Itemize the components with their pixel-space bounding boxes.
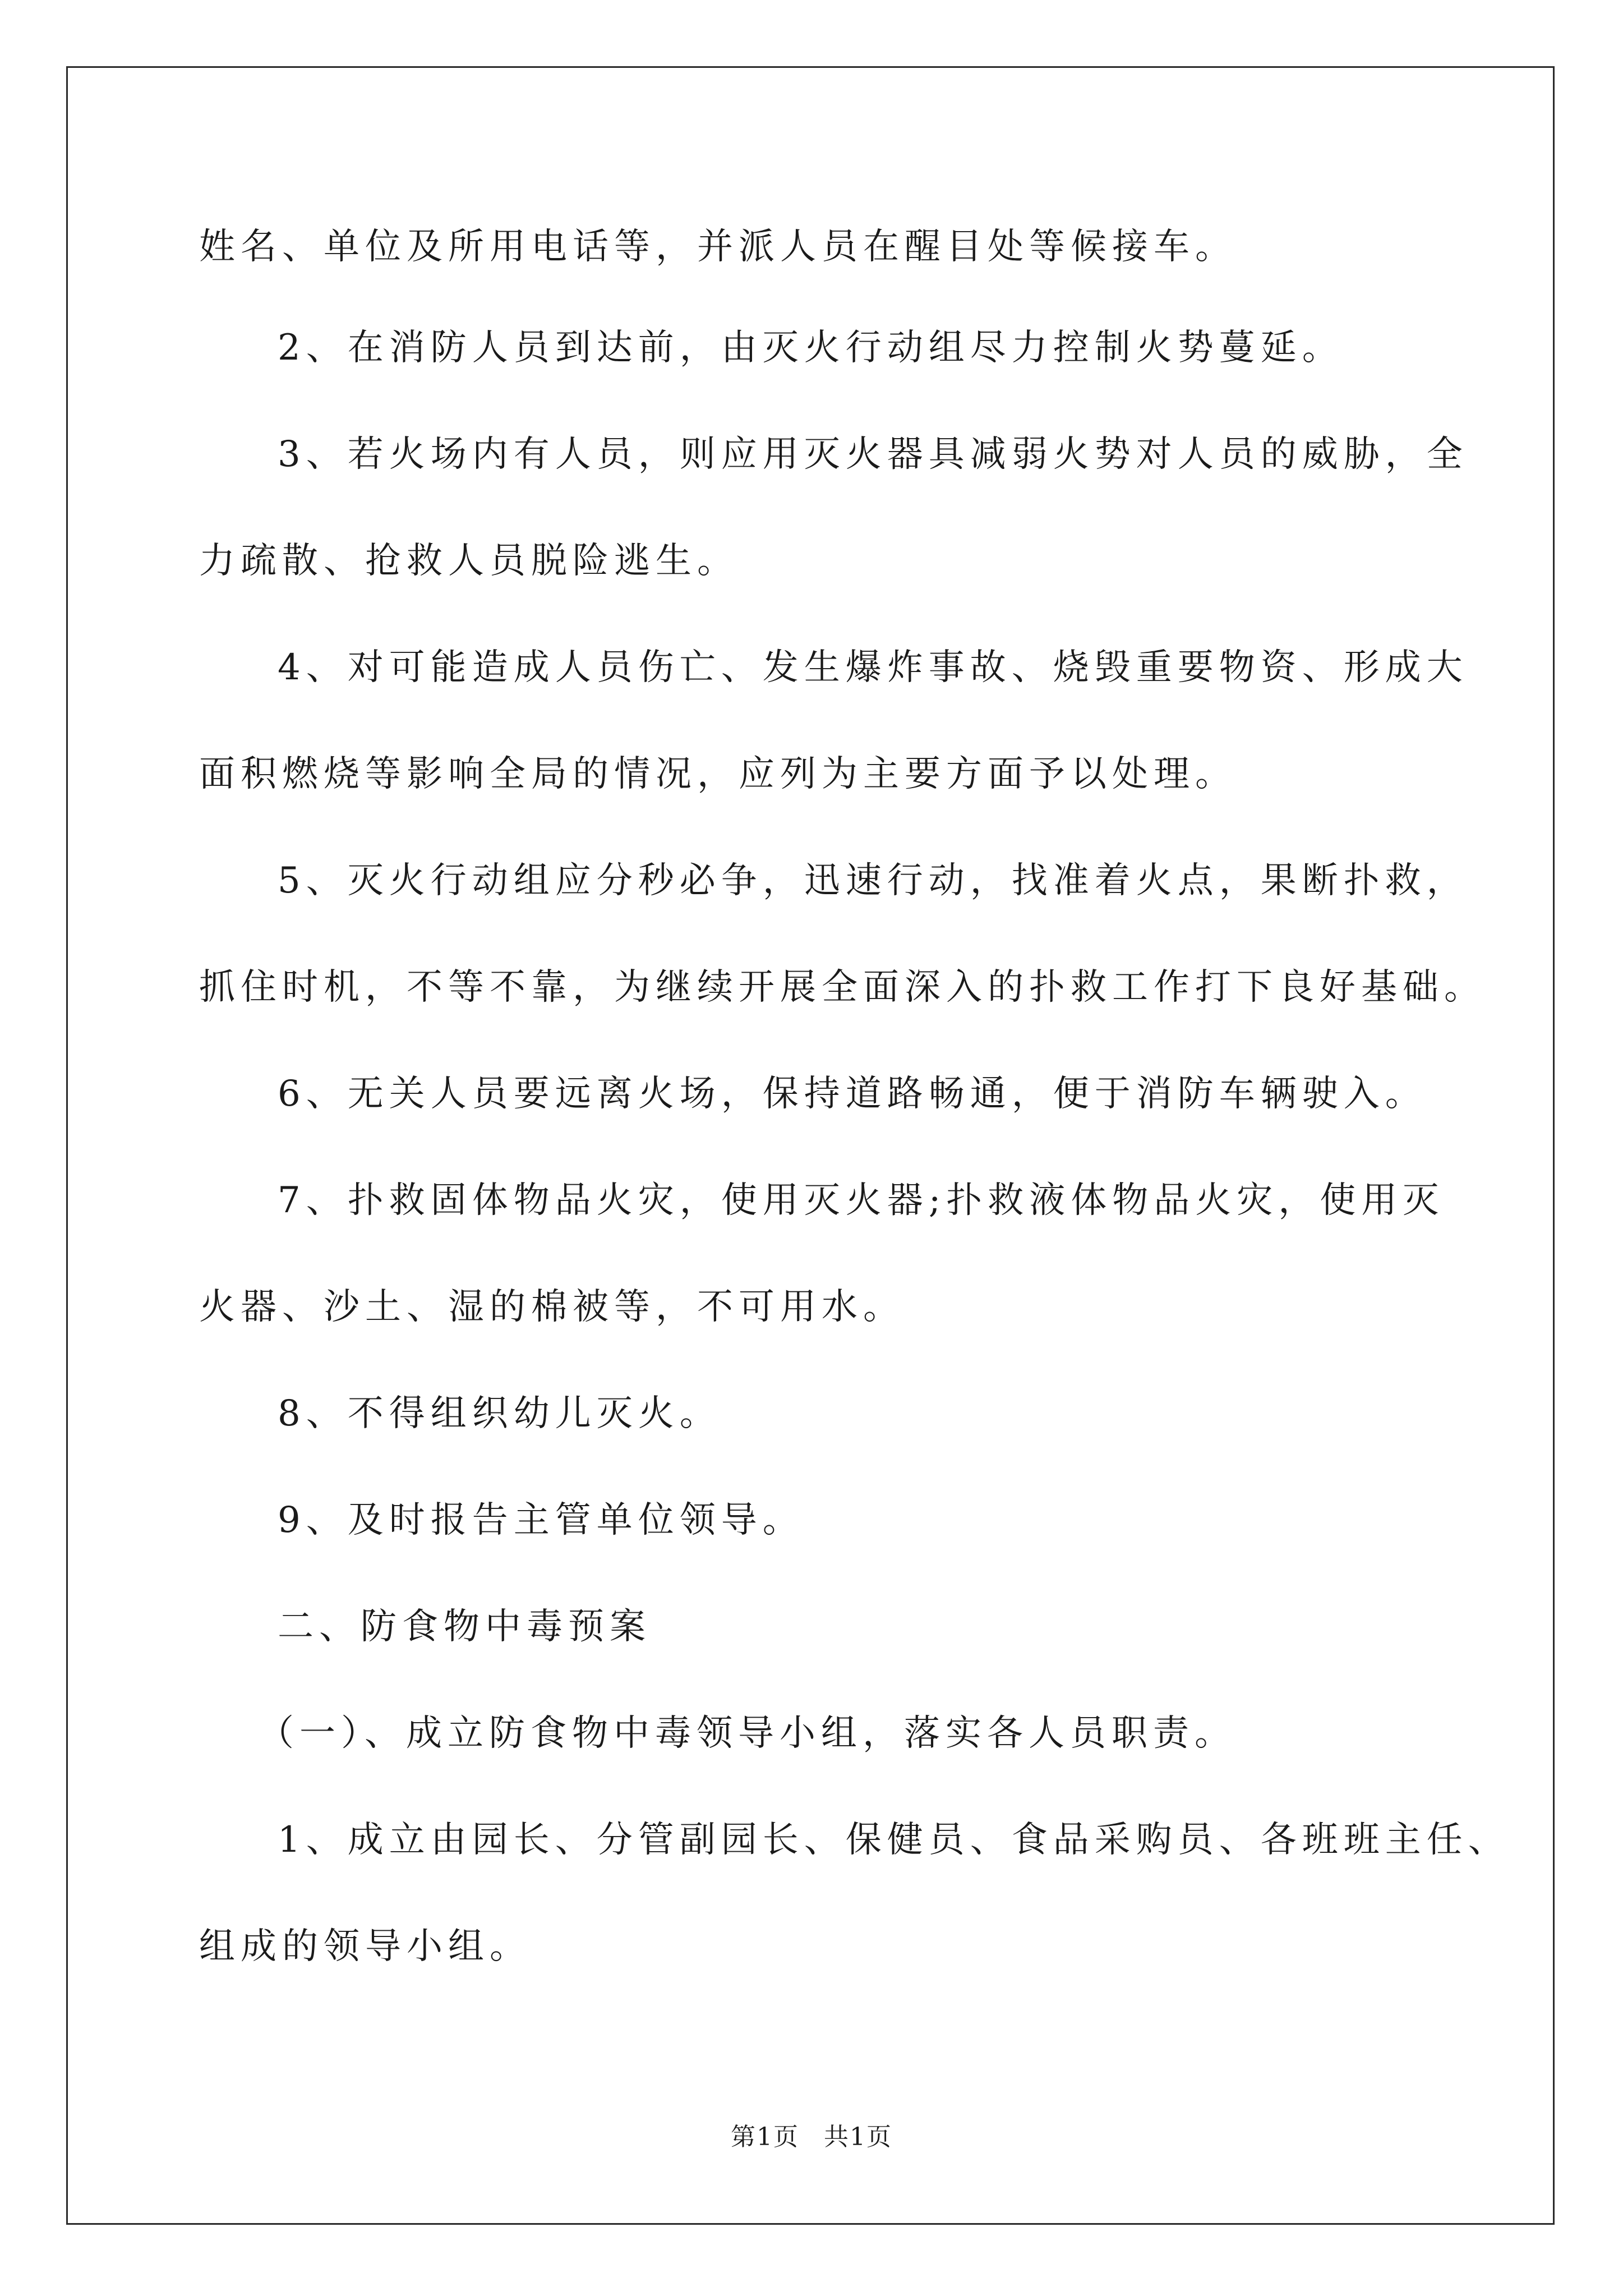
page-footer: [0, 2120, 1623, 2154]
text-line: 面积燃烧等影响全局的情况，应列为主要方面予以处理。: [199, 753, 1237, 795]
text-line: 3、若火场内有人员，则应用灭火器具减弱火势对人员的威胁，全: [278, 434, 1468, 475]
text-line: 火器、沙土、湿的棉被等，不可用水。: [199, 1286, 905, 1328]
text-line: 5、灭火行动组应分秒必争，迅速行动，找准着火点，果断扑救，: [278, 860, 1468, 901]
text-line: 2、在消防人员到达前，由灭火行动组尽力控制火势蔓延。: [278, 327, 1344, 369]
page-border: [66, 66, 1555, 2225]
text-line: 6、无关人员要远离火场，保持道路畅通，便于消防车辆驶入。: [278, 1073, 1427, 1115]
text-line: 姓名、单位及所用电话等，并派人员在醒目处等候接车。: [199, 226, 1237, 268]
text-line: 4、对可能造成人员伤亡、发生爆炸事故、烧毁重要物资、形成大: [278, 647, 1468, 688]
subsection-heading: （一）、成立防食物中毒领导小组，落实各人员职责。: [258, 1713, 1236, 1754]
text-line: 1、成立由园长、分管副园长、保健员、食品采购员、各班班主任、: [278, 1819, 1510, 1861]
section-heading: 二、防食物中毒预案: [278, 1606, 651, 1648]
text-line: 组成的领导小组。: [199, 1926, 531, 1967]
text-line: 抓住时机，不等不靠，为继续开展全面深入的扑救工作打下良好基础。: [199, 967, 1486, 1008]
page-number: 第1页: [731, 2123, 799, 2151]
text-line: 9、及时报告主管单位领导。: [278, 1499, 804, 1541]
text-line: 力疏散、抢救人员脱险逃生。: [199, 540, 739, 582]
text-line: 7、扑救固体物品火灾，使用灭火器;扑救液体物品火灾，使用灭: [278, 1180, 1445, 1221]
text-line: 8、不得组织幼儿灭火。: [278, 1393, 721, 1434]
page-total: 共1页: [824, 2123, 892, 2151]
